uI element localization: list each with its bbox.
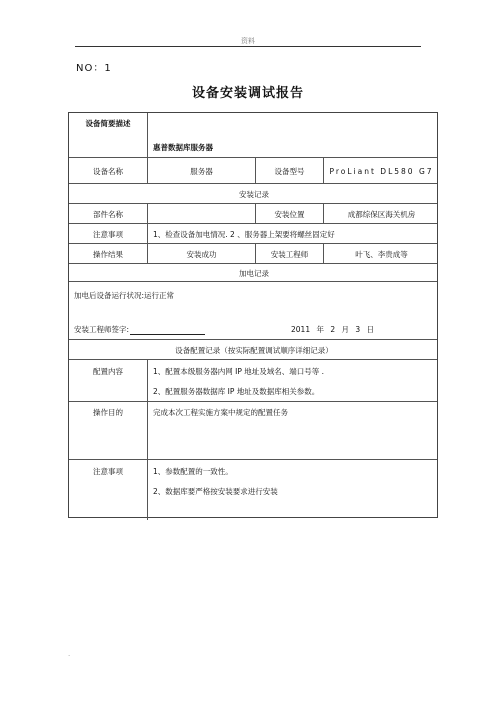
device-model-value: ProLiant DL580 G7 xyxy=(323,158,439,184)
footer-mark: . xyxy=(68,650,71,658)
device-row xyxy=(69,157,437,184)
engineer-value: 叶飞、李贵成等 xyxy=(323,244,439,264)
config-notes-line-1: 1、参数配置的一致性。 xyxy=(153,467,233,476)
config-record-heading-row xyxy=(69,339,437,360)
purpose-row xyxy=(69,401,437,460)
install-notes-row xyxy=(69,223,437,244)
result-value: 安装成功 xyxy=(147,244,255,264)
purpose-label: 操作目的 xyxy=(93,408,123,417)
config-content-line-2: 2、配置服务器数据库 IP 地址及数据库相关参数。 xyxy=(153,387,320,396)
install-location-label: 安装位置 xyxy=(255,204,323,224)
install-location-value: 成都综保区海关机房 xyxy=(323,204,439,224)
config-content-line-1: 1、配置本级服务器内网 IP 地址及域名、端口号等 . xyxy=(153,367,325,376)
header-rule xyxy=(75,46,421,47)
config-content-row xyxy=(69,359,437,402)
summary-row xyxy=(69,113,437,157)
report-title: 设备安装调试报告 xyxy=(191,86,304,101)
power-date: 2011 年 2 月 3 日 xyxy=(291,325,375,334)
power-record-heading-row xyxy=(69,263,437,282)
config-notes-value xyxy=(147,460,439,520)
result-row xyxy=(69,243,437,264)
install-notes-label: 注意事项 xyxy=(93,229,123,239)
install-notes-value: 1、检查设备加电情况. 2 、服务器上架要将螺丝固定好 xyxy=(147,224,439,244)
report-form xyxy=(68,112,438,518)
summary-value: 惠普数据库服务器 xyxy=(147,113,439,157)
signature-label: 安装工程师签字: xyxy=(74,325,130,334)
config-record-heading: 设备配置记录（按实际配置调试顺序详细记录） xyxy=(175,345,333,355)
result-label: 操作结果 xyxy=(93,249,123,259)
part-name-value xyxy=(147,204,255,224)
config-content-label: 配置内容 xyxy=(93,367,123,376)
config-notes-line-2: 2、数据库要严格按安装要求进行安装 xyxy=(153,487,278,496)
page-header-label: 资料 xyxy=(241,37,255,45)
engineer-label: 安装工程师 xyxy=(255,244,323,264)
config-notes-row xyxy=(69,459,437,520)
purpose-value: 完成本次工程实施方案中规定的配置任务 xyxy=(147,402,439,460)
install-record-heading: 安装记录 xyxy=(239,189,269,199)
config-notes-label: 注意事项 xyxy=(93,467,123,476)
signature-field[interactable] xyxy=(130,326,205,335)
power-record-body xyxy=(69,281,437,340)
config-content-value xyxy=(147,360,439,402)
install-record-heading-row xyxy=(69,183,437,204)
signature-line xyxy=(74,324,205,335)
part-row xyxy=(69,203,437,224)
part-name-label: 部件名称 xyxy=(93,209,123,219)
device-name-value: 服务器 xyxy=(147,158,255,184)
power-record-heading: 加电记录 xyxy=(239,268,269,278)
document-number: NO：1 xyxy=(76,63,112,74)
device-name-label: 设备名称 xyxy=(93,166,123,176)
summary-label: 设备简要描述 xyxy=(85,119,131,128)
device-model-label: 设备型号 xyxy=(255,158,323,184)
power-status-text: 加电后设备运行状况:运行正常 xyxy=(74,291,175,300)
